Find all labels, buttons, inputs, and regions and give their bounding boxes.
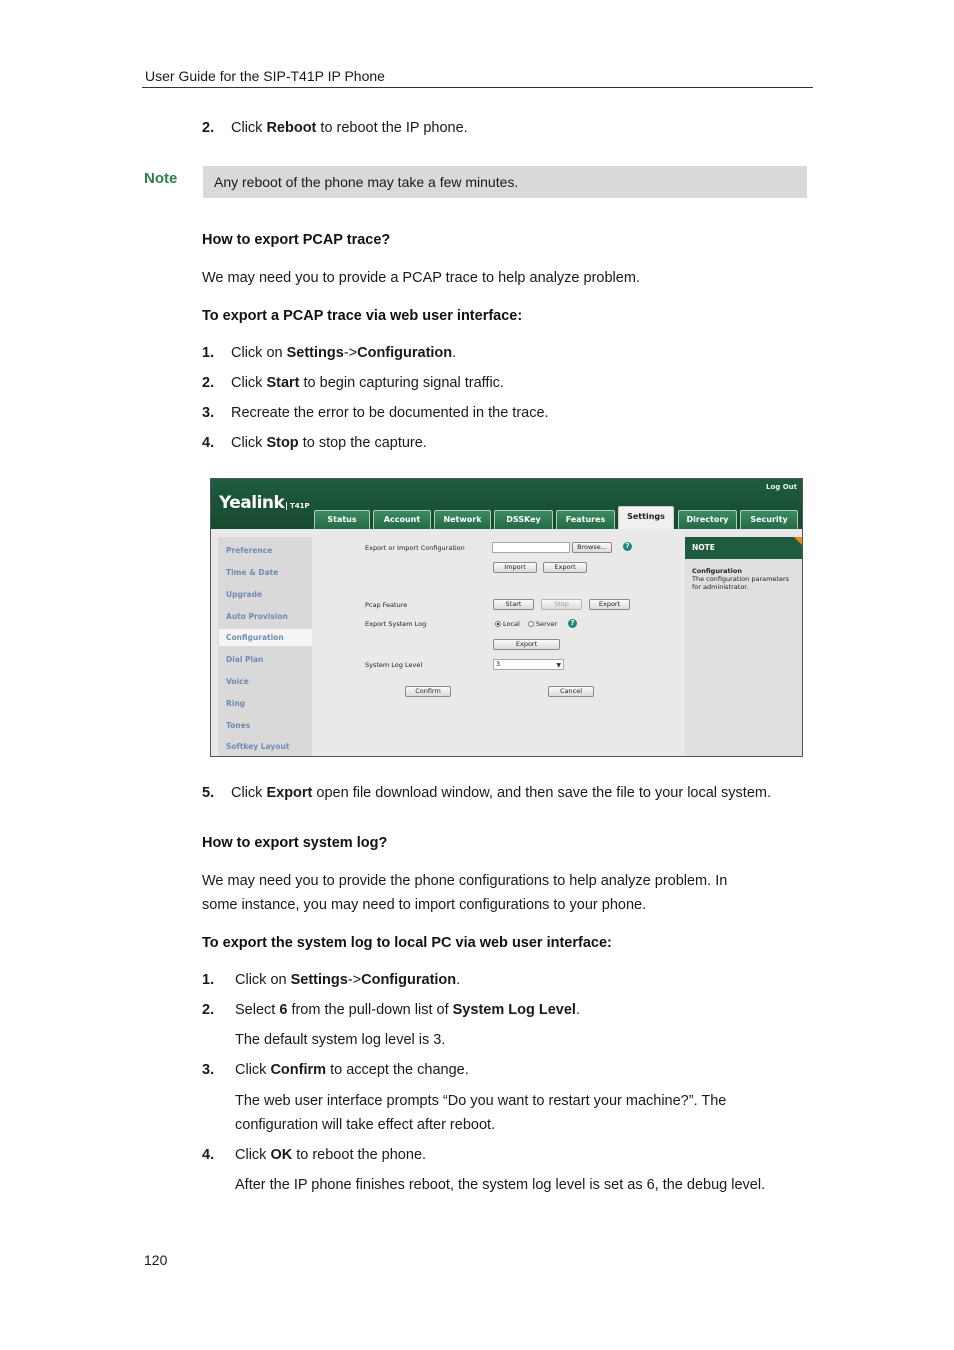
note-panel-header: NOTE [685,537,803,559]
help-icon[interactable]: ? [623,542,632,551]
browse-button[interactable]: Browse... [572,542,612,553]
chevron-down-icon: ▼ [556,662,561,669]
sidebar-item-voice[interactable]: Voice [226,677,249,686]
export-import-label: Export or Import Configuration [365,544,465,552]
stop-button[interactable]: Stop [541,599,582,610]
header-rule [142,87,813,88]
pcap-heading: How to export PCAP trace? [202,232,391,248]
tab-security[interactable]: Security [740,510,798,529]
page-number: 120 [144,1252,168,1268]
configuration-form [312,529,683,757]
sidebar-item-ring[interactable]: Ring [226,699,246,708]
yealink-logo: Yealink [219,493,285,513]
note-label: Note [144,170,178,187]
syslog-step-4-note: After the IP phone finishes reboot, the system log level is set as 6, the debug level. [235,1177,766,1193]
export-system-log-label: Export System Log [365,620,427,628]
tab-network[interactable]: Network [434,510,491,529]
system-log-level-select[interactable]: 3 ▼ [493,659,564,670]
model-label: T41P [286,502,310,510]
syslog-step-2: 2. Select 6 from the pull-down list of System Log Level. [202,1002,580,1018]
sidebar-item-preference[interactable]: Preference [226,546,273,555]
pcap-step-4: 4. Click Stop to stop the capture. [202,435,427,451]
sidebar-item-softkey-layout[interactable]: Softkey Layout [226,742,290,751]
web-ui-screenshot [210,478,803,757]
note-corner-icon [794,537,803,547]
file-path-input[interactable] [492,542,570,553]
pcap-step-1: 1. Click on Settings->Configuration. [202,345,457,361]
syslog-step-1: 1. Click on Settings->Configuration. [202,972,461,988]
tab-features[interactable]: Features [556,510,615,529]
tab-status[interactable]: Status [314,510,370,529]
pcap-feature-label: Pcap Feature [365,601,408,609]
note-panel-line: for administrator. [692,583,749,591]
sidebar-item-tones[interactable]: Tones [226,721,251,730]
server-radio[interactable]: Server [528,620,557,628]
tab-settings[interactable]: Settings [618,506,674,529]
note-panel [685,537,803,757]
sidebar-item-dial-plan[interactable]: Dial Plan [226,655,264,664]
note-panel-title: Configuration [692,567,742,575]
syslog-step-4: 4. Click OK to reboot the phone. [202,1147,427,1163]
tab-account[interactable]: Account [373,510,431,529]
tab-directory[interactable]: Directory [678,510,737,529]
pcap-step-2: 2. Click Start to begin capturing signal traffic. [202,375,504,391]
export-config-button[interactable]: Export [543,562,587,573]
pcap-subheading: To export a PCAP trace via web user interface: [202,308,523,324]
reboot-step: 2. Click Reboot to reboot the IP phone. [202,120,468,136]
sidebar-item-configuration[interactable]: Configuration [226,633,284,642]
export-syslog-button[interactable]: Export [493,639,560,650]
syslog-intro-line-1: We may need you to provide the phone configurations to help analyze problem. In [202,873,728,889]
export-pcap-button[interactable]: Export [589,599,630,610]
pcap-step-3: 3. Recreate the error to be documented in the trace. [202,405,549,421]
syslog-intro-line-2: some instance, you may need to import configurations to your phone. [202,897,647,913]
sidebar-item-time-date[interactable]: Time & Date [226,568,279,577]
step-number: 2. [202,120,215,136]
sidebar-item-auto-provision[interactable]: Auto Provision [226,612,288,621]
logout-link[interactable]: Log Out [766,483,797,491]
tab-dsskey[interactable]: DSSKey [494,510,553,529]
radio-selected-icon [495,621,501,627]
start-button[interactable]: Start [493,599,534,610]
cancel-button[interactable]: Cancel [548,686,594,697]
local-radio[interactable]: Local [495,620,520,628]
confirm-button[interactable]: Confirm [405,686,451,697]
sidebar-item-upgrade[interactable]: Upgrade [226,590,263,599]
help-icon[interactable]: ? [568,619,577,628]
note-panel-line: The configuration parameters [692,575,790,583]
syslog-step-3: 3. Click Confirm to accept the change. [202,1062,469,1078]
syslog-subheading: To export the system log to local PC via web user interface: [202,935,612,951]
syslog-heading: How to export system log? [202,835,388,851]
import-button[interactable]: Import [493,562,537,573]
header-title: User Guide for the SIP-T41P IP Phone [145,68,385,84]
system-log-level-label: System Log Level [365,661,423,669]
radio-unselected-icon [528,621,534,627]
pcap-step-5: 5. Click Export open file download window, and then save the file to your local system. [202,785,772,801]
note-box: Any reboot of the phone may take a few minutes. [203,166,807,198]
syslog-step-3-note-line-2: configuration will take effect after reboot. [235,1117,496,1133]
syslog-step-2-note: The default system log level is 3. [235,1032,446,1048]
syslog-step-3-note-line-1: The web user interface prompts “Do you want to restart your machine?”. The [235,1093,727,1109]
pcap-intro: We may need you to provide a PCAP trace to help analyze problem. [202,270,640,286]
